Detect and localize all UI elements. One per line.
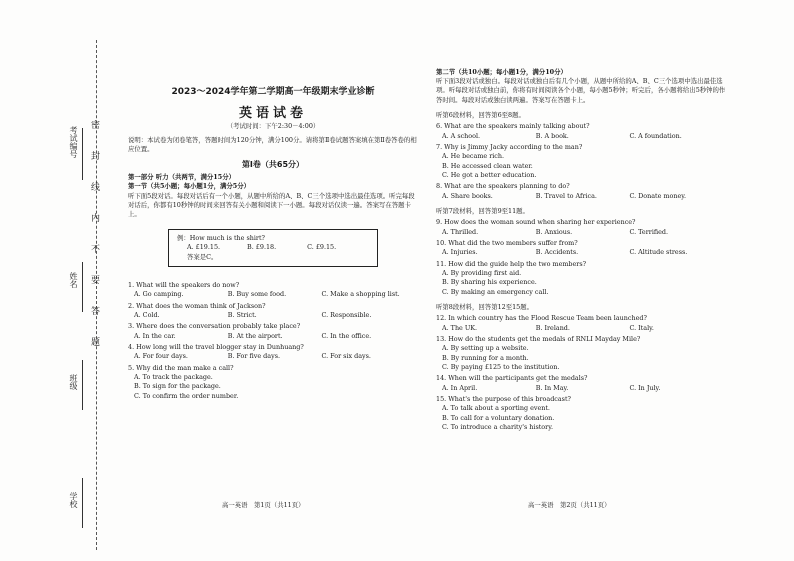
volume-1-title: 第Ⅰ卷（共65分） (241, 160, 305, 170)
material-7-heading: 听第7段材料，回答第9至11题。 (436, 206, 529, 215)
example-option-a: A. £19.15. (187, 243, 221, 252)
option-a: A. In April. (442, 383, 478, 392)
example-option-b: B. £9.18. (247, 243, 277, 252)
option-b: B. A book. (535, 131, 569, 140)
question-15 (436, 395, 726, 432)
exam-notice: 说明：本试卷为闭卷笔答，答题时间为120分钟，满分100分。请将第Ⅱ卷试题答案填在第Ⅱ卷答卷的相应位置。 (128, 135, 417, 153)
class-line (82, 360, 83, 410)
section-1-heading: 第一节（共5小题；每小题1分，满分5分） (128, 182, 250, 191)
question-options (128, 352, 418, 361)
question-8 (436, 182, 726, 200)
option-c: C. In July. (629, 383, 661, 392)
option-a: A. Go camping. (134, 290, 184, 299)
question-stem: 8. What are the speakers planning to do? (436, 182, 570, 191)
question-options (436, 192, 726, 201)
option-c: C. Donate money. (629, 191, 687, 200)
question-10 (436, 239, 726, 257)
question-11 (436, 260, 726, 297)
question-stem: 5. Why did the man make a call? (128, 364, 234, 373)
option-c: C. Responsible. (321, 310, 372, 319)
question-stem: 6. What are the speakers mainly talking about? (436, 122, 590, 131)
option-c: C. He got a better education. (442, 170, 537, 179)
option-a: A. In the car. (134, 331, 176, 340)
question-options (436, 324, 726, 333)
question-stem: 1. What will the speakers do now? (128, 280, 240, 289)
name-line (82, 262, 83, 312)
option-a: A. The UK. (442, 323, 478, 332)
option-b: B. Accidents. (535, 248, 579, 257)
subject-title: 英语试卷 (238, 106, 307, 122)
material-8-heading: 听第8段材料，回答第12至15题。 (436, 302, 534, 311)
option-b: B. Ireland. (535, 323, 570, 332)
page-1 (128, 88, 418, 401)
option-c: C. Terrified. (629, 227, 669, 236)
option-c: C. To introduce a charity's history. (442, 422, 553, 431)
exam-number-line (82, 128, 83, 180)
section-2-instructions: 听下面3段对话或独白。每段对话或独白后有几个小题，从题中所给的A、B、C三个选项中选出最佳选项。听每段对话或独白前，你将有时间阅读各个小题，每小题5秒钟；听完后，各小题将给出5秒钟的作答时间。每段对话或独白读两遍。答案写在答题卡上。 (436, 77, 726, 104)
section-2-heading: 第二节（共10小题；每小题1分，满分10分） (436, 68, 567, 76)
option-a: A. A school. (442, 131, 481, 140)
option-b: B. At the airport. (227, 331, 283, 340)
question-3 (128, 322, 418, 340)
question-stem: 2. What does the woman think of Jackson? (128, 301, 266, 310)
exam-time: （考试时间：下午2:30－4:00） (226, 122, 320, 131)
section-1-instructions: 听下面5段对话。每段对话后有一个小题，从题中所给的A、B、C三个选项中选出最佳选项。听完每段对话后，你都有10秒钟的时间来回答有关小题和阅读下一小题。每段对话仅读一遍。答案写在答题卡上。 (128, 191, 415, 219)
question-stem: 11. How did the guide help the two members? (436, 260, 587, 268)
option-c: C. Italy. (629, 323, 654, 332)
option-a: A. By setting up a website. (442, 344, 529, 353)
option-a: A. For four days. (134, 352, 188, 361)
option-b: B. He accessed clean water. (442, 161, 533, 170)
option-c: C. Make a shopping list. (321, 290, 400, 299)
name-label: 姓名 (69, 272, 78, 288)
question-6 (436, 122, 726, 140)
option-a: A. He became rich. (442, 152, 505, 161)
option-c: C. A foundation. (629, 131, 682, 140)
option-b: B. By sharing his experience. (442, 278, 537, 287)
option-b: B. Buy some food. (227, 290, 287, 299)
option-c: C. By making an emergency call. (442, 287, 549, 296)
option-a: A. By providing first aid. (442, 269, 522, 278)
question-options (436, 248, 726, 257)
option-c: C. Altitude stress. (629, 248, 688, 257)
question-stem: 15. What's the purpose of this broadcast? (436, 395, 571, 404)
class-label: 班级 (69, 374, 78, 390)
example-answer: 答案是C。 (187, 252, 218, 261)
option-a: A. Thrilled. (442, 227, 479, 236)
example-box (168, 229, 378, 267)
question-14 (436, 374, 726, 392)
question-12 (436, 314, 726, 332)
question-stem: 12. In which country has the Flood Rescue Team been launched? (436, 314, 647, 323)
question-options (436, 228, 726, 237)
option-c: C. By paying £125 to the institution. (442, 362, 560, 371)
question-2 (128, 302, 418, 320)
question-stem: 10. What did the two members suffer from? (436, 239, 578, 248)
option-c: C. In the office. (321, 331, 372, 340)
option-a: A. To track the package. (134, 373, 213, 382)
page-1-footer: 高一英语 第1页（共11页） (222, 501, 305, 509)
option-b: B. Travel to Africa. (535, 191, 597, 200)
option-b: B. In May. (535, 383, 569, 392)
example-option-c: C. £9.15. (307, 243, 337, 252)
question-options (128, 311, 418, 320)
question-9 (436, 218, 726, 236)
question-5 (128, 364, 418, 401)
question-4 (128, 343, 418, 361)
question-stem: 7. Why is Jimmy Jacky according to the man? (436, 143, 583, 152)
option-a: A. To talk about a sporting event. (442, 404, 550, 413)
question-options (128, 290, 418, 299)
school-line (82, 478, 83, 528)
page-2-footer: 高一英语 第2页（共11页） (528, 501, 611, 509)
option-a: A. Share books. (442, 191, 493, 200)
binding-notice: 密封线内不要答题 (89, 120, 99, 368)
option-a: A. Injuries. (442, 248, 478, 257)
option-b: B. To call for a voluntary donation. (442, 413, 555, 422)
question-7 (436, 143, 726, 180)
exam-title: 2023～2024学年第二学期高一年级期末学业诊断 (171, 87, 375, 97)
question-stem: 14. When will the participants get the medals? (436, 374, 588, 383)
option-b: B. By running for a month. (442, 353, 529, 362)
option-b: B. Strict. (227, 310, 257, 319)
question-options (436, 132, 726, 141)
part-1-heading: 第一部分 听力（共两节，满分15分） (128, 173, 235, 182)
question-stem: 9. How does the woman sound when sharing her experience? (436, 218, 636, 227)
exam-number-label: 考试编号 (69, 126, 78, 158)
school-label: 学校 (69, 492, 78, 508)
option-c: C. To confirm the order number. (134, 391, 239, 400)
option-b: B. To sign for the package. (134, 382, 221, 391)
question-stem: 3. Where does the conversation probably take place? (128, 322, 301, 331)
example-question: 例：How much is the shirt? (177, 234, 265, 243)
question-1 (128, 281, 418, 299)
question-options (436, 384, 726, 393)
option-c: C. For six days. (321, 352, 371, 361)
option-a: A. Cold. (134, 310, 160, 319)
question-stem: 4. How long will the travel blogger stay in Dunhuang? (128, 343, 304, 352)
option-b: B. For five days. (227, 352, 281, 361)
question-stem: 13. How do the students get the medals of RNLI Mayday Mile? (436, 335, 641, 344)
option-b: B. Anxious. (535, 227, 573, 236)
example-options (177, 243, 369, 252)
question-13 (436, 335, 726, 372)
material-6-heading: 听第6段材料，回答第6至8题。 (436, 110, 525, 119)
page-2 (436, 68, 726, 432)
question-options (128, 332, 418, 341)
